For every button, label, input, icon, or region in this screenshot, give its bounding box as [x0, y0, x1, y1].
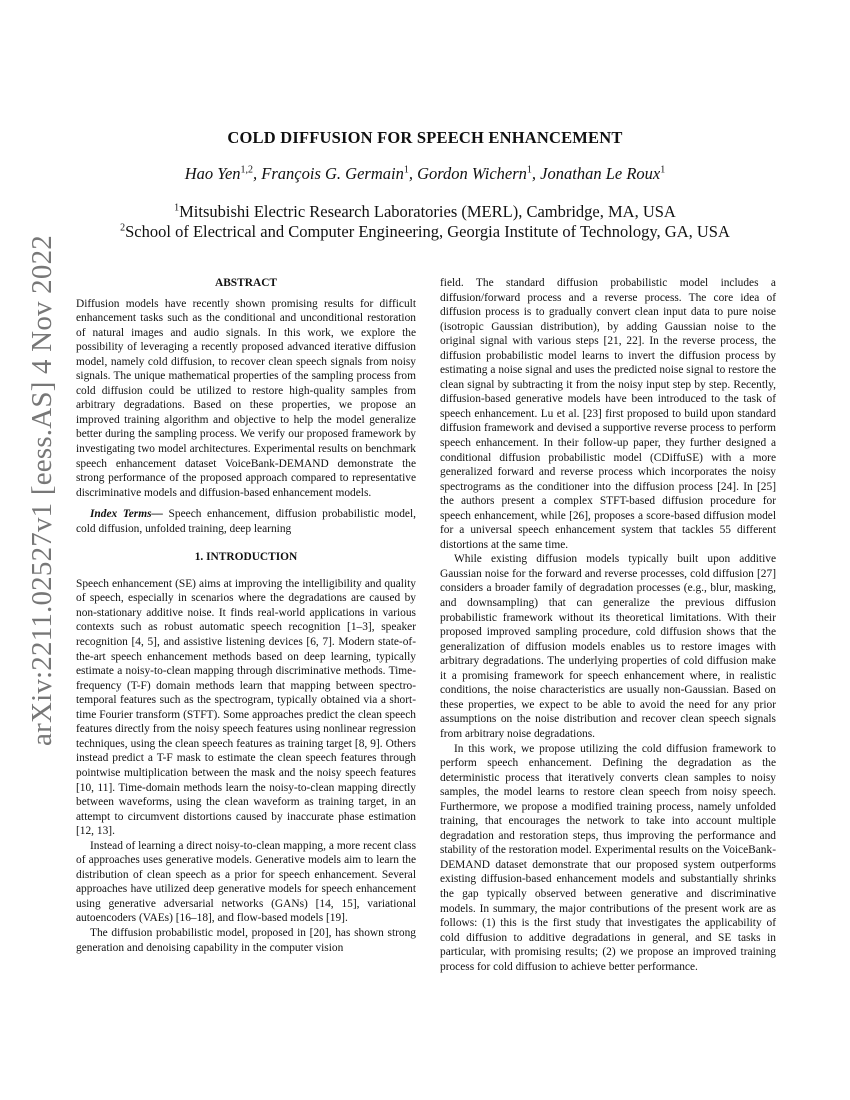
- affiliation-text: Mitsubishi Electric Research Laboratories (MERL), Cambridge, MA, USA: [179, 202, 676, 221]
- arxiv-identifier: arXiv:2211.02527v1 [eess.AS] 4 Nov 2022: [25, 234, 58, 746]
- author-separator: ,: [408, 164, 418, 183]
- author-affiliation-mark: 1: [660, 164, 666, 176]
- abstract-text: Diffusion models have recently shown promising results for difficult enhancement tasks such as the conditional and unconditional restoration of natural images and audio signals. In this work, we explore the possibility of leveraging a recently proposed advanced iterative diffusion model, namely cold diffusion, to recover clean speech signals from noisy signals. The unique mathematical properties of the sampling process from cold diffusion could be utilized to restore high-quality samples from arbitrary degradations. Based on these properties, we propose an improved training algorithm and objective to help the model generalize better during the sampling process. We verify our proposed framework by investigating two model architectures. Experimental results on benchmark speech enhancement dataset VoiceBank-DEMAND demonstrate the strong performance of the proposed approach compared to representative discriminative models and diffusion-based enhancement models.: [76, 297, 416, 499]
- intro-paragraph: In this work, we propose utilizing the cold diffusion framework to perform speech enhancement. Defining the degradation as the deterministic process that iteratively converts clean samples to noisy samples, the model learns to restore clean speech from noisy speech. Furthermore, we propose a modified training process, namely unfolded training, that encourages the network to take into account multiple degradation and restoration steps, thus improving the performance and stability of the restoration model. Experimental results on the VoiceBank-DEMAND dataset demonstrate that our proposed system outperforms existing diffusion-based enhancement models and substantially shrinks the gap typically observed between generative and discriminative models. In summary, the major contributions of the present work are as follows: (1) this is the first study that investigates the applicability of cold diffusion to additive degradations in general, and SE tasks in particular, with promising results; (2) we propose an improved training process for cold diffusion to achieve better performance.: [440, 742, 776, 973]
- index-terms-label: Index Terms—: [90, 508, 163, 521]
- author-name: Gordon Wichern: [417, 164, 527, 183]
- index-terms: [76, 507, 416, 536]
- abstract-heading: ABSTRACT: [214, 277, 278, 289]
- intro-paragraph: field. The standard diffusion probabilistic model includes a diffusion/forward process and a reverse process. The core idea of diffusion process is to gradually convert clean input data to pure noise (isotropic Gaussian distribution), by adding Gaussian noise to the original signal with various steps [21, 22]. In the reverse process, the diffusion probabilistic model learns to invert the diffusion process by estimating a noise signal and uses the predicted noise signal to restore the clean signal by subtracting it from the noisy input step by step. Recently, diffusion-based generative models have been introduced to the task of speech enhancement. Lu et al. [23] first proposed to build upon standard diffusion framework and devised a supportive reverse process to perform speech enhancement. In their follow-up paper, they further designed a conditional diffusion probabilistic model (CDiffuSE) with a more generalized forward and reverse process which incorporates the noisy spectrograms as the conditioner into the diffusion process [24]. In [25] the authors present a complex STFT-based diffusion procedure for speech enhancement, while [26], proposes a score-based diffusion model for a universal speech enhancement system that tackles 55 different distortions at the same time.: [440, 277, 776, 551]
- affiliation-mark: 1: [174, 202, 180, 214]
- intro-paragraph: While existing diffusion models typically built upon additive Gaussian noise for the forward and reverse processes, cold diffusion [27] considers a broader family of degradation processes (e.g., blur, masking, and downsampling) that can generalize the previous diffusion probabilistic framework without its theoretical limitations. With their proposed improved sampling procedure, cold diffusion shows that the generalization of diffusion models enables us to restore images with arbitrary degradations. The underlying properties of cold diffusion make it a promising framework for speech enhancement where, in realistic conditions, the noise characteristics are usually non-Gaussian. Based on these properties, we expect to be able to avoid the need for any prior assumptions on the noise distribution and recover clean speech signals from arbitrary noise degradations.: [440, 553, 776, 740]
- paper-title: COLD DIFFUSION FOR SPEECH ENHANCEMENT: [227, 128, 623, 147]
- left-column: [76, 276, 416, 955]
- author-name: Hao Yen: [184, 164, 241, 183]
- intro-paragraph: Speech enhancement (SE) aims at improving the intelligibility and quality of speech, especially in scenarios where the degradations are caused by non-stationary additive noise. It finds real-world applications in various contexts such as robust automatic speech recognition [1–3], speaker recognition [4, 5], and assistive listening devices [6, 7]. Modern state-of-the-art speech enhancement methods based on deep learning, typically estimate a noisy-to-clean mapping through discriminative methods. Time-frequency (T-F) domain methods learn that mapping between spectro-temporal features such as the spectrogram, typically obtained via a short-time Fourier transform (STFT). Some approaches predict the clean speech features directly from the noisy speech features using nonlinear regression techniques, using the clean speech features as training target [8, 9]. Others instead predict a T-F mask to estimate the clean speech features through pointwise multiplication between the mask and the noisy speech features [10, 11]. Time-domain methods learn the noisy-to-clean mapping directly between waveforms, using the clean waveform as training target, in an attempt to circumvent distortions caused by inaccurate phase estimation [12, 13].: [76, 577, 416, 838]
- introduction-heading: 1. INTRODUCTION: [194, 551, 298, 564]
- affiliation-mark: 2: [120, 222, 126, 234]
- right-column: [440, 276, 776, 974]
- affiliation-2: [0, 222, 850, 242]
- author-separator: ,: [253, 164, 262, 183]
- intro-paragraph: Instead of learning a direct noisy-to-clean mapping, a more recent class of approaches uses generative models. Generative models aim to learn the distribution of clean speech as a prior for speech enhancement. Several approaches have utilized deep generative models for speech enhancement using generative adversarial networks (GANs) [14, 15], variational autoencoders (VAEs) [16–18], and flow-based models [19].: [76, 839, 416, 925]
- author-affiliation-mark: 1: [526, 164, 532, 176]
- affiliation-1: [0, 202, 850, 222]
- author-separator: ,: [531, 164, 541, 183]
- author-list: [0, 164, 850, 184]
- author-affiliation-mark: 1,2: [240, 164, 254, 176]
- arxiv-side-stamp: [19, 234, 65, 746]
- intro-paragraph: The diffusion probabilistic model, proposed in [20], has shown strong generation and denoising capability in the computer vision: [76, 926, 416, 954]
- author-affiliation-mark: 1: [403, 164, 409, 176]
- author-name: Jonathan Le Roux: [540, 164, 661, 183]
- affiliation-text: School of Electrical and Computer Engineering, Georgia Institute of Technology, GA, USA: [125, 222, 730, 241]
- index-terms-text: Speech enhancement, diffusion probabilistic model, cold diffusion, unfolded training, deep learning: [76, 508, 416, 535]
- author-name: François G. Germain: [261, 164, 404, 183]
